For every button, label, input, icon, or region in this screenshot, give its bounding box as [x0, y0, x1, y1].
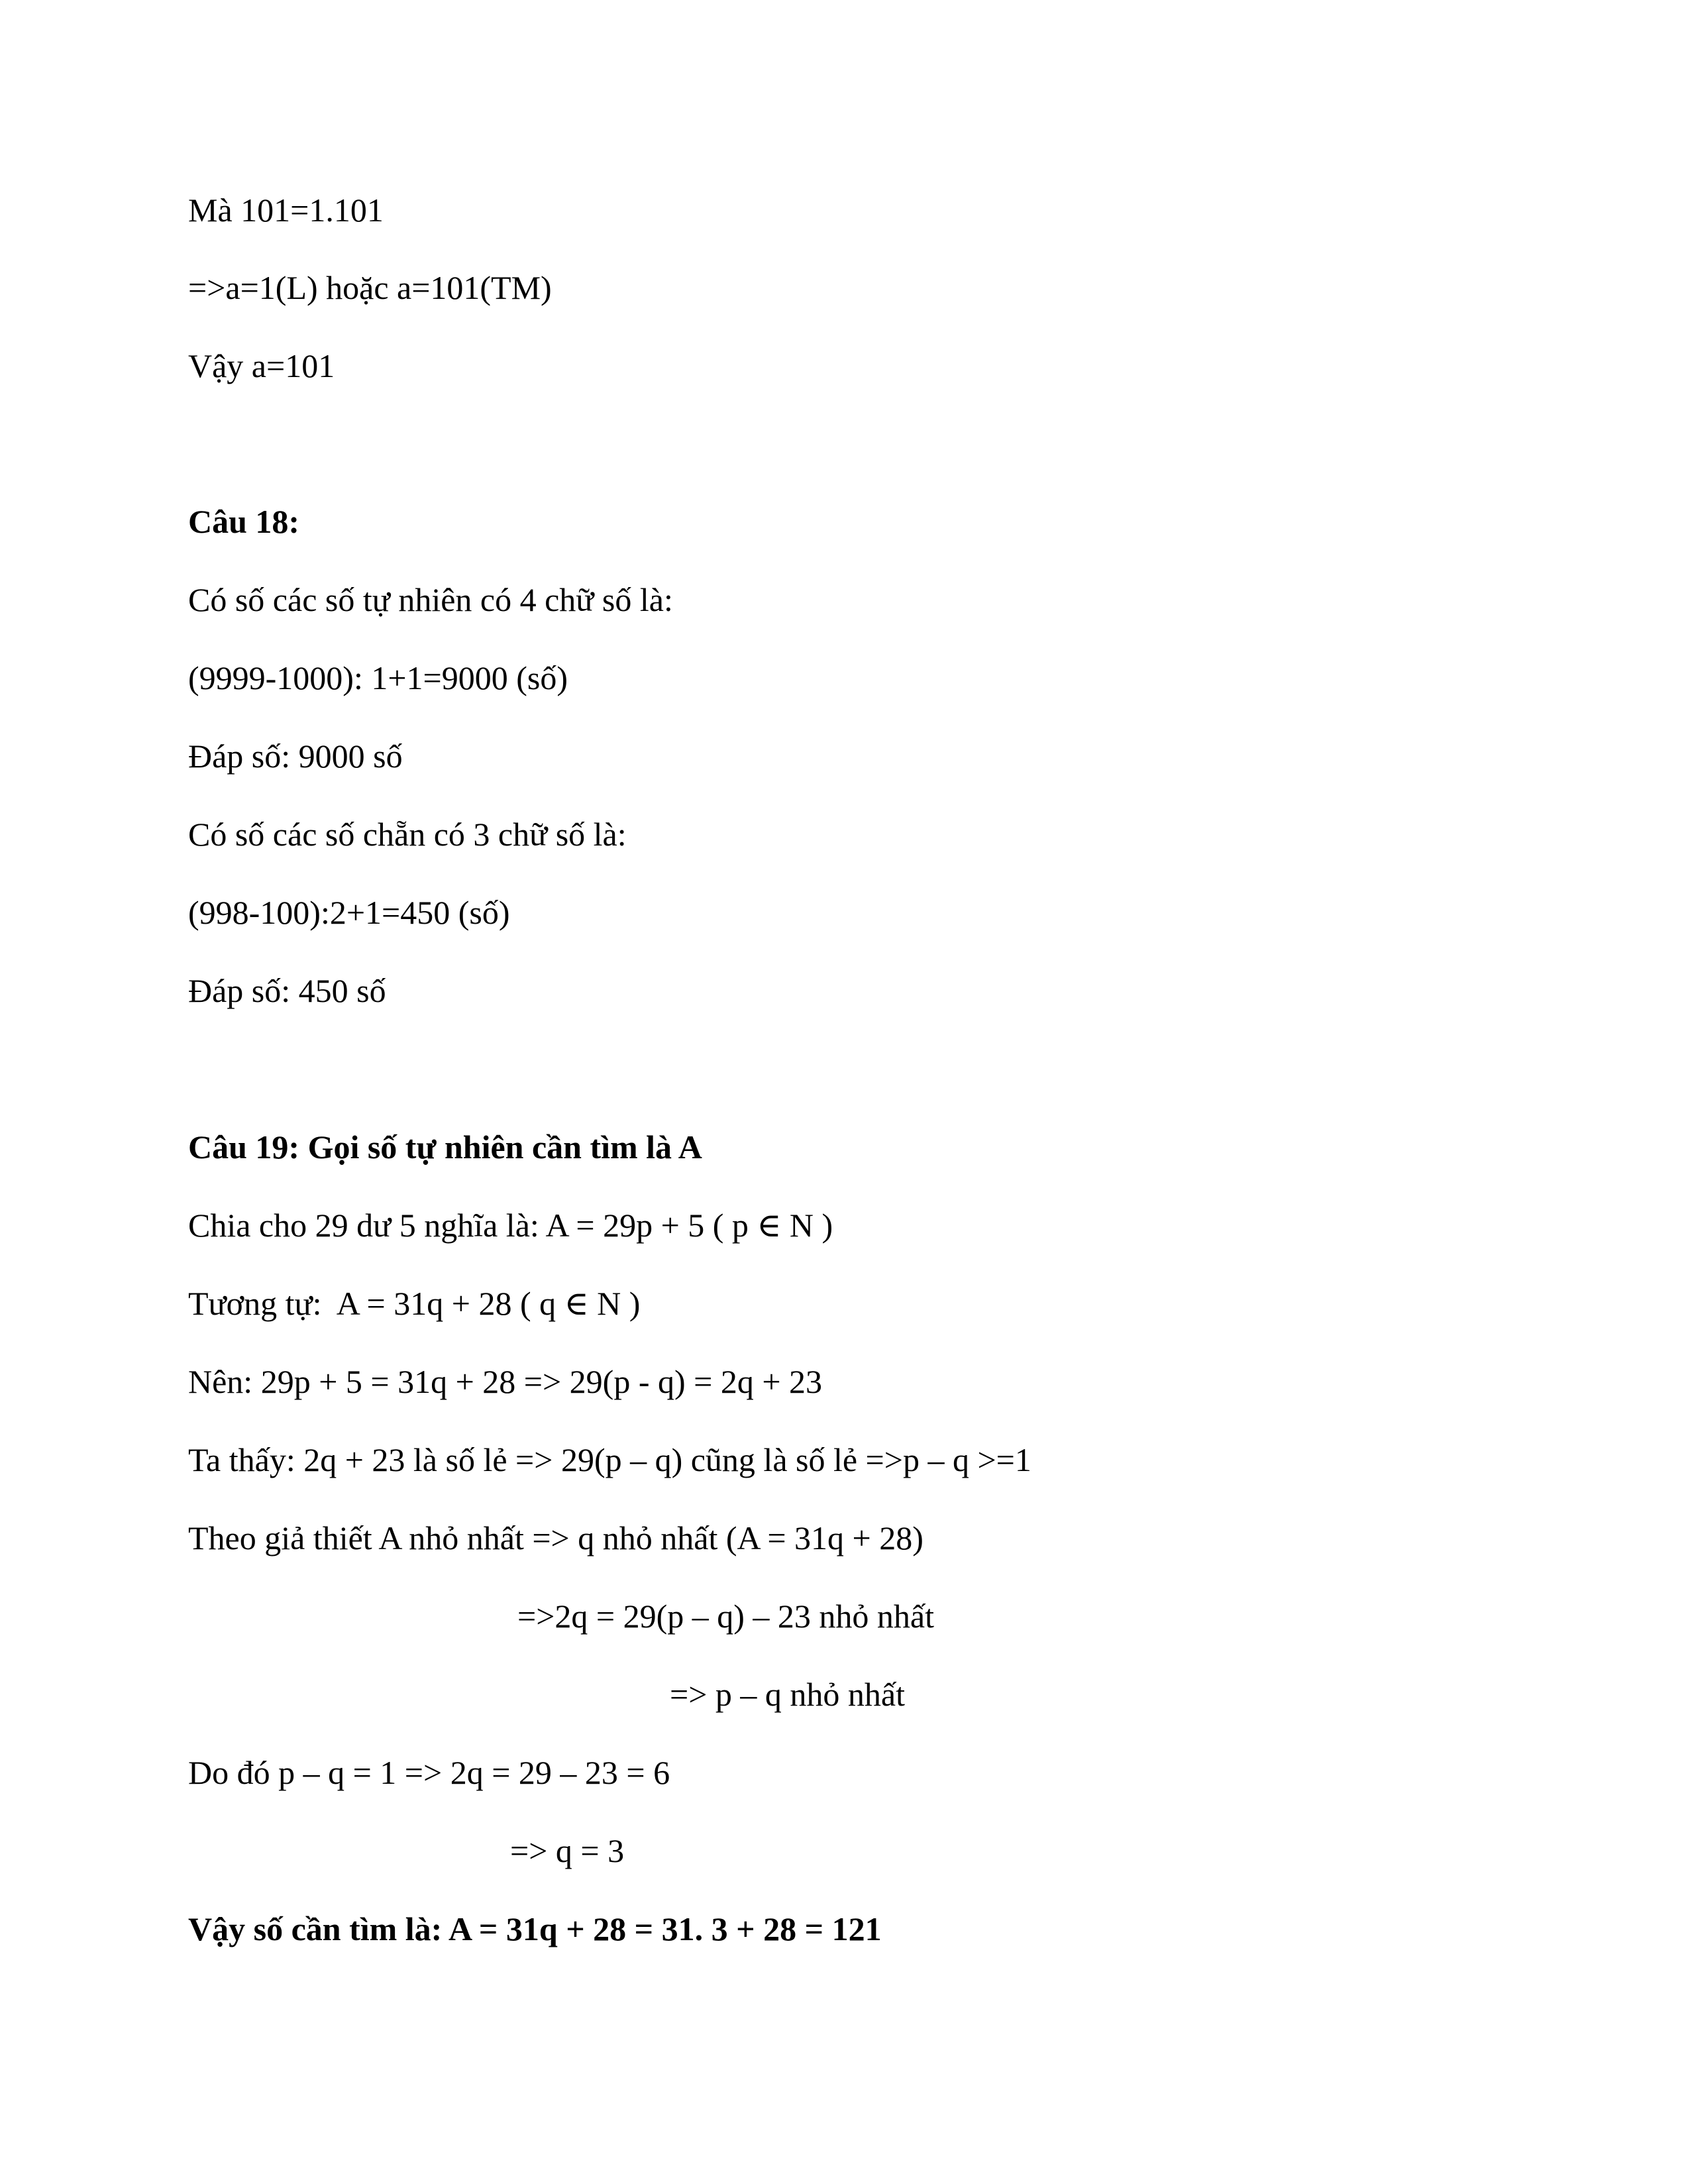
text-line-hypothesis: Theo giả thiết A nhỏ nhất => q nhỏ nhất (A = 31q + 28): [188, 1519, 924, 1556]
text-line-answer-450: Đáp số: 450 số: [188, 972, 386, 1009]
text-line-ma-101: Mà 101=1.101: [188, 191, 384, 229]
text-line-2q-min: =>2q = 29(p – q) – 23 nhỏ nhất: [517, 1598, 934, 1635]
text-line-answer-9000: Đáp số: 9000 số: [188, 737, 403, 775]
text-line-q-equals-3: => q = 3: [510, 1832, 625, 1869]
question-18-heading: Câu 18:: [188, 503, 300, 540]
final-answer: Vậy số cần tìm là: A = 31q + 28 = 31. 3 + 28 = 121: [188, 1910, 882, 1947]
text-line-similarly: Tương tự: A = 31q + 28 ( q ∈ N ): [188, 1285, 641, 1322]
text-line-a-options: =>a=1(L) hoặc a=101(TM): [188, 269, 552, 306]
text-line-therefore: Do đó p – q = 1 => 2q = 29 – 23 = 6: [188, 1754, 670, 1791]
text-line-calc-even: (998-100):2+1=450 (số): [188, 894, 510, 931]
question-19-heading: Câu 19: Gọi số tự nhiên cần tìm là A: [188, 1128, 702, 1166]
text-line-result-a: Vậy a=101: [188, 347, 335, 384]
text-line-pq-min: => p – q nhỏ nhất: [670, 1676, 905, 1713]
text-line-equation: Nên: 29p + 5 = 31q + 28 => 29(p - q) = 2q + 23: [188, 1363, 823, 1400]
text-line-odd-observation: Ta thấy: 2q + 23 là số lẻ => 29(p – q) cũng là số lẻ =>p – q >=1: [188, 1441, 1031, 1478]
text-line-count-4-digit: Có số các số tự nhiên có 4 chữ số là:: [188, 581, 673, 618]
text-line-divide-29: Chia cho 29 dư 5 nghĩa là: A = 29p + 5 ( p ∈ N ): [188, 1207, 833, 1244]
text-line-count-even-3-digit: Có số các số chẵn có 3 chữ số là:: [188, 816, 627, 853]
text-line-calc-4-digit: (9999-1000): 1+1=9000 (số): [188, 659, 568, 696]
